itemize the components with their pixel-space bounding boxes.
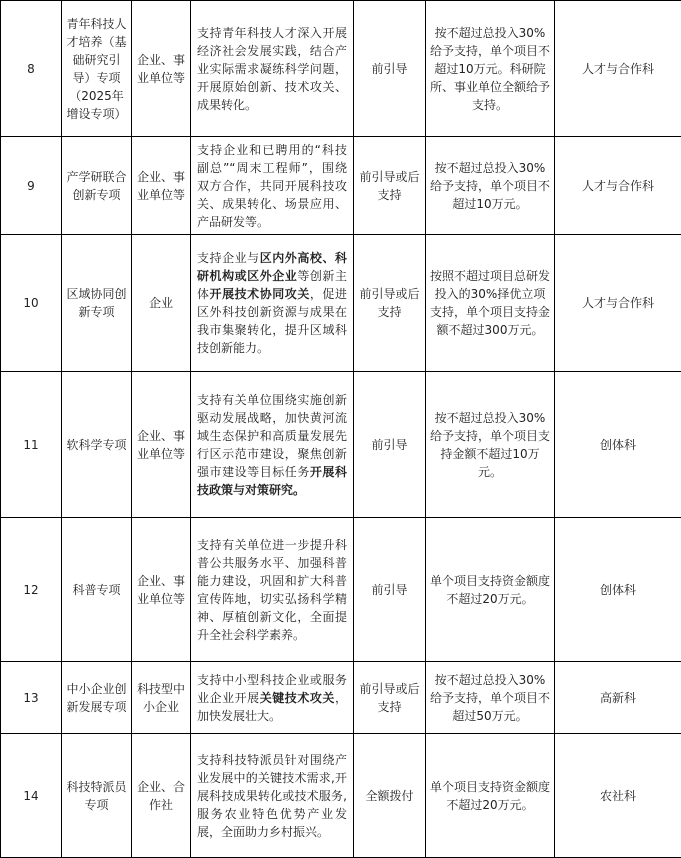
support-method: 前引导或后支持 bbox=[354, 662, 426, 734]
project-name: 中小企业创新发展专项 bbox=[62, 662, 132, 734]
support-content bbox=[191, 518, 354, 662]
table-row bbox=[1, 137, 681, 235]
project-name: 区域协同创新专项 bbox=[62, 235, 132, 372]
table-row bbox=[1, 1, 681, 137]
target-applicant: 企业、合作社 bbox=[132, 734, 191, 858]
support-standard: 单个项目支持资金额度不超过20万元。 bbox=[426, 734, 555, 858]
responsible-dept: 创体科 bbox=[555, 372, 681, 518]
table-row bbox=[1, 372, 681, 518]
text-segment: 支持企业与 bbox=[197, 251, 260, 265]
row-number: 10 bbox=[1, 235, 62, 372]
project-name: 青年科技人才培养（基础研究引导）专项（2025年增设专项） bbox=[62, 1, 132, 137]
table-row bbox=[1, 734, 681, 858]
responsible-dept: 高新科 bbox=[555, 662, 681, 734]
row-number: 13 bbox=[1, 662, 62, 734]
support-standard: 单个项目支持资金额度不超过20万元。 bbox=[426, 518, 555, 662]
support-method: 前引导或后支持 bbox=[354, 235, 426, 372]
support-standard: 按不超过总投入30%给予支持，单个项目不超过10万元。科研院所、事业单位全额给予支持。 bbox=[426, 1, 555, 137]
support-standard: 按不超过总投入30%给予支持，单个项目支持金额不超过10万元。 bbox=[426, 372, 555, 518]
bold-text-segment: 关键技术攻关 bbox=[259, 690, 335, 705]
project-name: 软科学专项 bbox=[62, 372, 132, 518]
bold-text-segment: 开展技术协同攻关 bbox=[209, 287, 310, 301]
support-method: 前引导 bbox=[354, 1, 426, 137]
responsible-dept: 创体科 bbox=[555, 518, 681, 662]
support-standard: 按不超过总投入30%给予支持，单个项目不超过10万元。 bbox=[426, 137, 555, 235]
responsible-dept: 人才与合作科 bbox=[555, 235, 681, 372]
table-row bbox=[1, 235, 681, 372]
project-name: 科普专项 bbox=[62, 518, 132, 662]
support-content bbox=[191, 372, 354, 518]
support-content bbox=[191, 235, 354, 372]
text-segment: ，促进区外科技创新资源与成果在我市集聚转化，提升区域科技创新能力。 bbox=[197, 287, 347, 355]
table-row bbox=[1, 662, 681, 734]
target-applicant: 企业、事业单位等 bbox=[132, 1, 191, 137]
bold-text-segment: 开展科技政策与对策研究。 bbox=[197, 464, 347, 497]
support-content bbox=[191, 734, 354, 858]
text-segment: 支持中小型科技企业或服务业企业开展 bbox=[197, 672, 347, 705]
bold-text-segment: 区内外高校、科研机构或区外企业 bbox=[197, 251, 347, 283]
row-number: 14 bbox=[1, 734, 62, 858]
row-number: 12 bbox=[1, 518, 62, 662]
text-segment: 支持有关单位围绕实施创新驱动发展战略，加快黄河流域生态保护和高质量发展先行区示范市建设，聚焦创新强市建设等目标任务 bbox=[197, 392, 347, 479]
responsible-dept: 人才与合作科 bbox=[555, 137, 681, 235]
support-content bbox=[191, 137, 354, 235]
row-number: 8 bbox=[1, 1, 62, 137]
row-number: 9 bbox=[1, 137, 62, 235]
support-standard: 按照不超过项目总研发投入的30%择优立项支持，单个项目支持金额不超过300万元。 bbox=[426, 235, 555, 372]
support-method: 前引导 bbox=[354, 372, 426, 518]
text-segment: 支持青年科技人才深入开展经济社会发展实践，结合产业实际需求凝练科学问题，开展原始创新、技术攻关、成果转化。 bbox=[197, 25, 347, 112]
target-applicant: 科技型中小企业 bbox=[132, 662, 191, 734]
support-content bbox=[191, 662, 354, 734]
table-row bbox=[1, 518, 681, 662]
support-method: 前引导或后支持 bbox=[354, 137, 426, 235]
support-content bbox=[191, 1, 354, 137]
target-applicant: 企业、事业单位等 bbox=[132, 372, 191, 518]
responsible-dept: 农社科 bbox=[555, 734, 681, 858]
target-applicant: 企业、事业单位等 bbox=[132, 137, 191, 235]
text-segment: 支持企业和已聘用的“科技副总”“周末工程师”，围绕双方合作，共同开展科技攻关、成果转化、场景应用、产品研发等。 bbox=[197, 142, 347, 229]
project-name: 科技特派员专项 bbox=[62, 734, 132, 858]
text-segment: 支持有关单位进一步提升科普公共服务水平、加强科普能力建设，巩固和扩大科普宣传阵地，切实弘扬科学精神、厚植创新文化，全面提升全社会科学素养。 bbox=[197, 537, 347, 642]
target-applicant: 企业、事业单位等 bbox=[132, 518, 191, 662]
responsible-dept: 人才与合作科 bbox=[555, 1, 681, 137]
text-segment: 支持科技特派员针对围绕产业发展中的关键技术需求,开展科技成果转化或技术服务,服务农业特色优势产业发展，全面助力乡村振兴。 bbox=[197, 752, 347, 839]
text-segment: 等创新主体 bbox=[197, 269, 347, 301]
project-name: 产学研联合创新专项 bbox=[62, 137, 132, 235]
row-number: 11 bbox=[1, 372, 62, 518]
support-standard: 按不超过总投入30%给予支持，单个项目不超过50万元。 bbox=[426, 662, 555, 734]
support-method: 前引导 bbox=[354, 518, 426, 662]
target-applicant: 企业 bbox=[132, 235, 191, 372]
support-method: 全额拨付 bbox=[354, 734, 426, 858]
text-segment: ，加快发展壮大。 bbox=[197, 690, 347, 723]
